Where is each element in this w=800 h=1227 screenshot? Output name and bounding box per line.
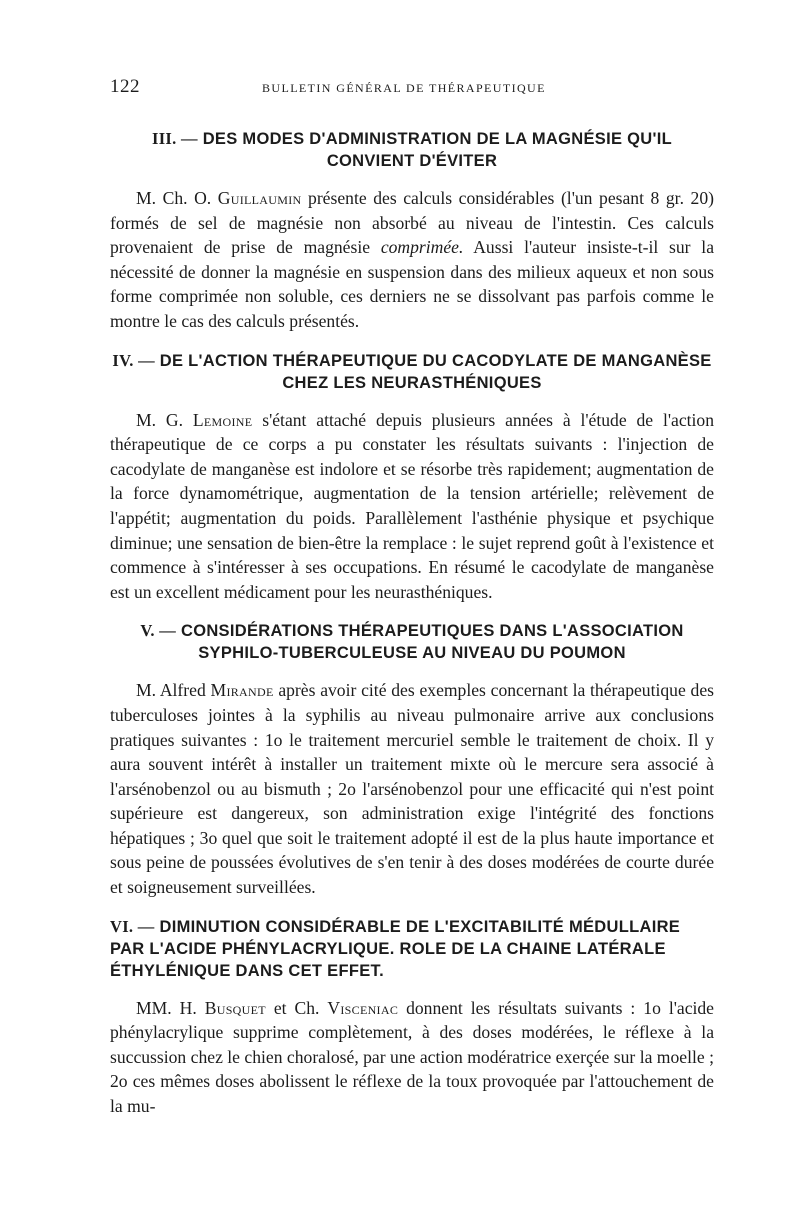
section-paragraph [110,408,714,605]
author-name: Mirande [210,680,274,701]
paragraph-text: présente des calculs considérables (l'un pesant 8 gr. 20) formés de sel de magnésie non absorbé au niveau de l'intestin. Ces calculs provenaient de prise de magnésie [110,188,714,258]
section-number: VI. — [110,916,155,936]
author-prefix: M. Ch. O. [136,188,218,208]
author-name: Busquet [204,997,266,1018]
section-title: DES MODES D'ADMINISTRATION DE LA MAGNÉSIE QU'IL CONVIENT D'ÉVITER [202,130,672,170]
section-title: CONSIDÉRATIONS THÉRAPEUTIQUES DANS L'ASSOCIATION SYPHILO-TUBERCULEUSE AU NIVEAU DU POUMON [180,622,684,663]
section-iv [110,350,714,605]
article-body [110,128,714,1119]
section-heading [110,620,714,664]
section-title: DIMINUTION CONSIDÉRABLE DE L'EXCITABILITÉ MÉDULLAIRE PAR L'ACIDE PHÉNYLACRYLIQUE. ROLE DE LA CHAINE LATÉRALE ÉTHYLÉNIQUE DANS CET EFFET. [110,917,681,980]
section-number: IV. — [112,350,155,370]
paragraph-text: s'étant attaché depuis plusieurs années à l'étude de l'action thérapeutique de ce corps a pu constater les résultats suivants : l'injection de cacodylate de manganèse est indolore et se résorbe très rapidement; augmentation de la force dynamométrique, augmentation de la tension artérielle; relèvement de l'appétit; augmentation du poids. Parallèlement l'asthénie physique et psychique diminue; une sensation de bien-être la remplace : le sujet reprend goût à l'existence et commence à s'intéresser à ses occupations. En résumé le cacodylate de manganèse est un excellent médicament pour les neurasthéniques. [110,409,714,602]
author-name: Lemoine [192,409,253,430]
section-paragraph [110,678,714,899]
paragraph-text: donnent les résultats suivants : 1o l'acide phénylacrylique supprime complètement, à des doses modérées, le réflexe à la succussion chez le chien choralosé, par une action modératrice exerçée sur la moelle ; 2o ces mêmes doses abolissent le réflexe de la toux provoquée par l'attouchement de la mu- [110,997,714,1117]
author-prefix: M. Alfred [136,680,211,701]
emphasized-word: comprimée. [380,237,464,258]
journal-title: BULLETIN GÉNÉRAL DE THÉRAPEUTIQUE [262,81,546,95]
section-v [110,620,714,899]
page-number: 122 [110,76,140,97]
author-prefix: MM. H. [136,997,205,1018]
section-heading [110,350,714,394]
author-name-2: Visceniac [327,997,399,1018]
section-iii [110,128,714,334]
author-connector: et Ch. [265,997,328,1018]
section-number: III. — [151,129,198,148]
running-header [110,76,714,100]
paragraph-text: après avoir cité des exemples concernant la thérapeutique des tuberculoses jointes à la syphilis au niveau pulmonaire arrive aux conclusions pratiques suivantes : 1o le traitement mercuriel semble le traitement de choix. Il y aura souvent intérêt à installer un traitement mixte où le mercure sera associé à l'arsénobenzol ou au bismuth ; 2o l'arsénobenzol pour une efficacité qui n'est point supérieure est dangereux, son administration exige l'intégrité des fonctions hépatiques ; 3o quel que soit le traitement adopté il est de la plus haute importance et sous peine de poussées évolutives de s'en tenir à des doses modérées de courte durée et soigneusement surveillées. [110,680,714,898]
section-vi [110,916,714,1119]
section-number: V. — [140,621,177,641]
section-heading [110,916,714,982]
author-name: Guillaumin [217,188,302,208]
paragraph-text: Aussi l'auteur insiste-t-il sur la nécessité de donner la magnésie en suspension dans des milieux aqueux et non sous forme comprimée non soluble, ces derniers ne se dissolvant pas parfois comme le montre le cas des calculs présentés. [110,237,715,331]
section-title: DE L'ACTION THÉRAPEUTIQUE DU CACODYLATE DE MANGANÈSE CHEZ LES NEURASTHÉNIQUES [159,351,712,392]
section-paragraph [110,996,714,1119]
section-heading [110,128,714,172]
section-paragraph [110,186,714,334]
author-prefix: M. G. [136,409,193,430]
